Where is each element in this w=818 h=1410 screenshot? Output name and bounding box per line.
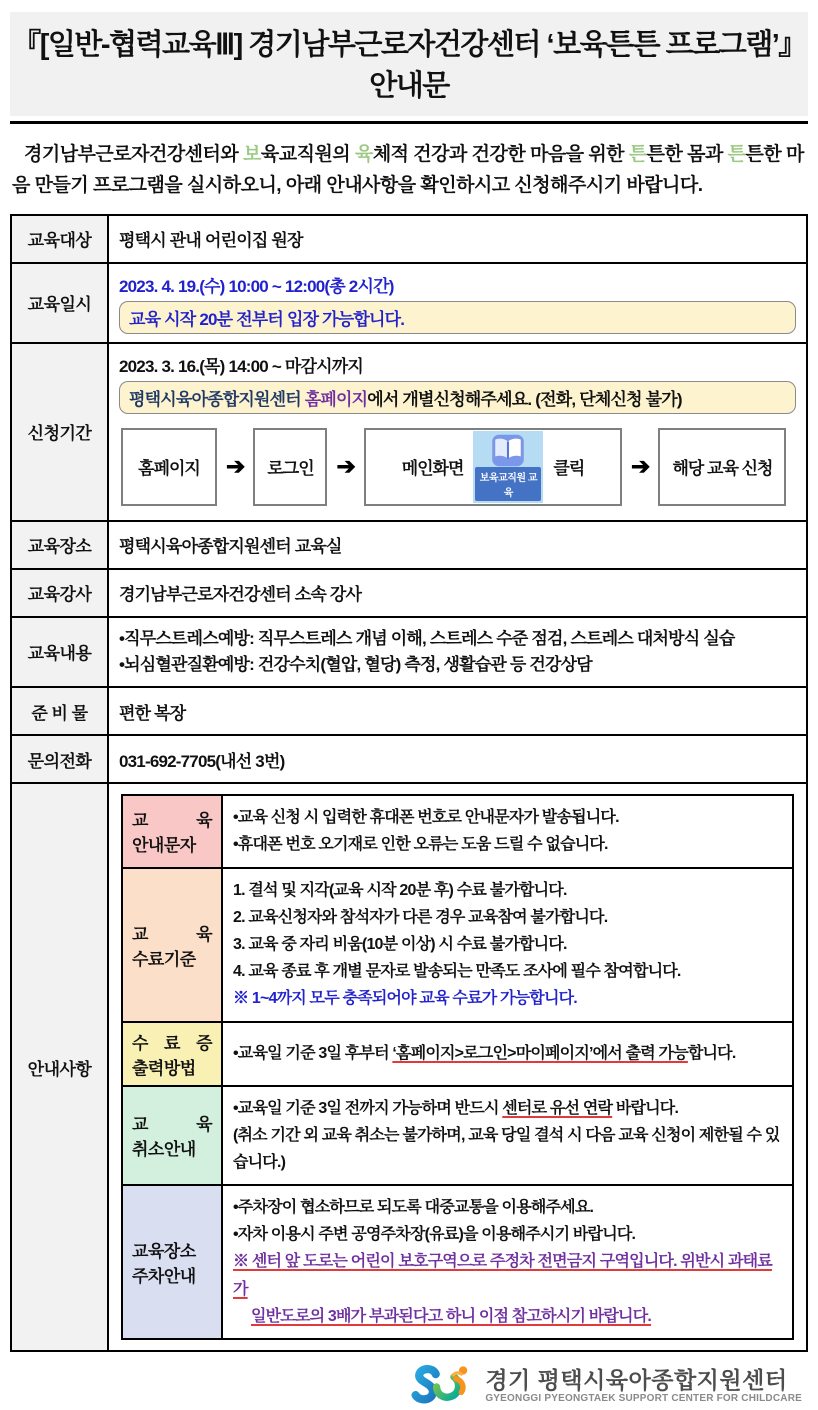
- intro-text: 체적 건강과 건강한 마음을 위한: [372, 144, 629, 165]
- center-name: 평택시육아종합지원센터: [129, 389, 305, 409]
- open-book-icon: [486, 434, 530, 467]
- intro-text: 경기남부근로자건강센터와: [24, 144, 244, 165]
- table-row: [11, 735, 807, 783]
- notice-row-certificate: [122, 1022, 793, 1086]
- arrow-right-icon: ➔: [226, 453, 245, 480]
- notice-row-parking: [122, 1185, 793, 1339]
- sms-item: •교육 신청 시 입력한 휴대폰 번호로 안내문자가 발송됩니다.: [233, 809, 619, 827]
- row-value-target: 평택시 관내 어린이집 원장: [108, 215, 807, 263]
- notice-label-sms: 교 육 안내문자: [122, 795, 222, 867]
- page-title: 『[일반-협력교육Ⅲ] 경기남부근로자건강센터 ‘보육튼튼 프로그램’』 안내문: [10, 12, 808, 116]
- table-row: [11, 521, 807, 569]
- notices-table: [121, 794, 794, 1340]
- row-label-apply: 신청기간: [11, 343, 108, 521]
- row-label-place: 교육장소: [11, 521, 108, 569]
- flow-step-login: 로그인: [253, 428, 327, 506]
- parking-item: •주차장이 협소하므로 되도록 대중교통을 이용해주세요.: [233, 1199, 594, 1217]
- row-label-datetime: 교육일시: [11, 263, 108, 343]
- intro-text: 튼한 마음 만들기 프로그램을 실시하오니, 아래 안내사항을 확인하시고 신청해주시기 바랍니다.: [12, 144, 804, 196]
- row-value-supplies: 편한 복장: [108, 687, 807, 735]
- completion-note: ※ 1~4까지 모두 충족되어야 교육 수료가 가능합니다.: [233, 990, 577, 1008]
- apply-note-box: [119, 381, 796, 414]
- row-label-content: 교육내용: [11, 617, 108, 688]
- parking-item: •자차 이용시 주변 공영주차장(유료)을 이용해주시기 바랍니다.: [233, 1226, 636, 1244]
- childcare-education-icon: [473, 431, 543, 503]
- table-row: [11, 687, 807, 735]
- arrow-right-icon: ➔: [630, 453, 650, 480]
- notice-row-completion: [122, 868, 793, 1022]
- flow-step-mainscreen: [364, 428, 622, 506]
- table-row: [11, 617, 807, 688]
- table-row: [11, 569, 807, 617]
- content-item-cardio: •뇌심혈관질환예방: 건강수치(혈압, 혈당) 측정, 생활습관 등 건강상담: [119, 654, 592, 674]
- row-value-place: 평택시육아종합지원센터 교육실: [108, 521, 807, 569]
- intro-paragraph: [12, 140, 806, 202]
- intro-highlight: 튼: [727, 144, 746, 165]
- row-label-phone: 문의전화: [11, 735, 108, 783]
- cancel-item: •교육일 기준 3일 전까지 가능하며 반드시 센터로 유선 연락 바랍니다.: [233, 1099, 679, 1117]
- row-value-instructor: 경기남부근로자건강센터 소속 강사: [108, 569, 807, 617]
- intro-highlight: 보: [243, 144, 261, 165]
- sms-item: •휴대폰 번호 오기재로 인한 오류는 도움 드릴 수 없습니다.: [233, 836, 608, 854]
- footer-center-name-kr: 경기 평택시육아종합지원센터: [485, 1366, 788, 1393]
- table-row: [11, 343, 807, 521]
- entry-note-box: 교육 시작 20분 전부터 입장 가능합니다.: [119, 301, 796, 334]
- education-date: 2023. 4. 19.(수) 10:00 ~ 12:00(총 2시간): [119, 276, 394, 296]
- flow-click-label: 클릭: [553, 459, 585, 479]
- flow-step-homepage: 홈페이지: [121, 428, 217, 506]
- flow-main-label: 메인화면: [401, 459, 464, 479]
- notice-row-sms: [122, 795, 793, 867]
- notice-label-certificate: 수 료 증 출력방법: [122, 1022, 222, 1086]
- row-label-supplies: 준 비 물: [11, 687, 108, 735]
- table-row: [11, 215, 807, 263]
- row-label-target: 교육대상: [11, 215, 108, 263]
- completion-item: 2. 교육신청자와 참석자가 다른 경우 교육참여 불가합니다.: [233, 908, 608, 926]
- completion-item: 4. 교육 종료 후 개별 문자로 발송되는 만족도 조사에 필수 참여합니다.: [233, 963, 681, 981]
- completion-item: 3. 교육 중 자리 비움(10분 이상) 시 수료 불가합니다.: [233, 935, 567, 953]
- flow-step-apply: 해당 교육 신청: [658, 428, 786, 506]
- parking-warning: 일반도로의 3배가 부과된다고 하니 이점 참고하시기 바랍니다.: [251, 1307, 652, 1325]
- notice-label-parking: 교육장소 주차안내: [122, 1185, 222, 1339]
- notice-row-cancel: [122, 1086, 793, 1186]
- table-row: [11, 263, 807, 343]
- footer-center-name-en: GYEONGGI PYEONGTAEK SUPPORT CENTER FOR CHILDCARE: [485, 1393, 802, 1405]
- footer-logo-block: [10, 1352, 808, 1410]
- application-flow-diagram: [121, 428, 794, 506]
- content-item-stress: •직무스트레스예방: 직무스트레스 개념 이해, 스트레스 수준 점검, 스트레스 대처방식 실습: [119, 628, 735, 648]
- row-label-notices: 안내사항: [11, 783, 108, 1351]
- info-table: [10, 214, 808, 1353]
- intro-highlight: 튼: [628, 144, 647, 165]
- cancel-note: (취소 기간 외 교육 취소는 불가하며, 교육 당일 결석 시 다음 교육 신청이 제한될 수 있습니다.): [233, 1126, 780, 1171]
- intro-text: 육교직원의: [260, 144, 355, 165]
- notice-label-completion: 교 육 수료기준: [122, 868, 222, 1022]
- apply-note-rest: 에서 개별신청해주세요. (전화, 단체신청 불가): [367, 389, 682, 409]
- table-row: [11, 783, 807, 1351]
- apply-period: 2023. 3. 16.(목) 14:00 ~ 마감시까지: [119, 356, 364, 376]
- parking-warning: ※ 센터 앞 도로는 어린이 보호구역으로 주정차 전면금지 구역입니다. 위반시 과태료가: [233, 1253, 772, 1298]
- education-icon-label: 보육교직원 교육: [475, 467, 541, 501]
- intro-text: 튼한 몸과: [646, 144, 728, 165]
- completion-item: 1. 결석 및 지각(교육 시작 20분 후) 수료 불가합니다.: [233, 881, 567, 899]
- row-value-phone: 031-692-7705(내선 3번): [108, 735, 807, 783]
- notice-label-cancel: 교 육 취소안내: [122, 1086, 222, 1186]
- title-divider: [10, 121, 808, 124]
- row-label-instructor: 교육강사: [11, 569, 108, 617]
- certificate-item: •교육일 기준 3일 후부터 ‘홈페이지>로그인>마이페이지’에서 출력 가능합니다.: [233, 1044, 736, 1062]
- arrow-right-icon: ➔: [336, 453, 355, 480]
- center-logo-icon: [411, 1362, 475, 1410]
- intro-highlight: 육: [354, 144, 373, 165]
- homepage-word: 홈페이지: [304, 389, 368, 409]
